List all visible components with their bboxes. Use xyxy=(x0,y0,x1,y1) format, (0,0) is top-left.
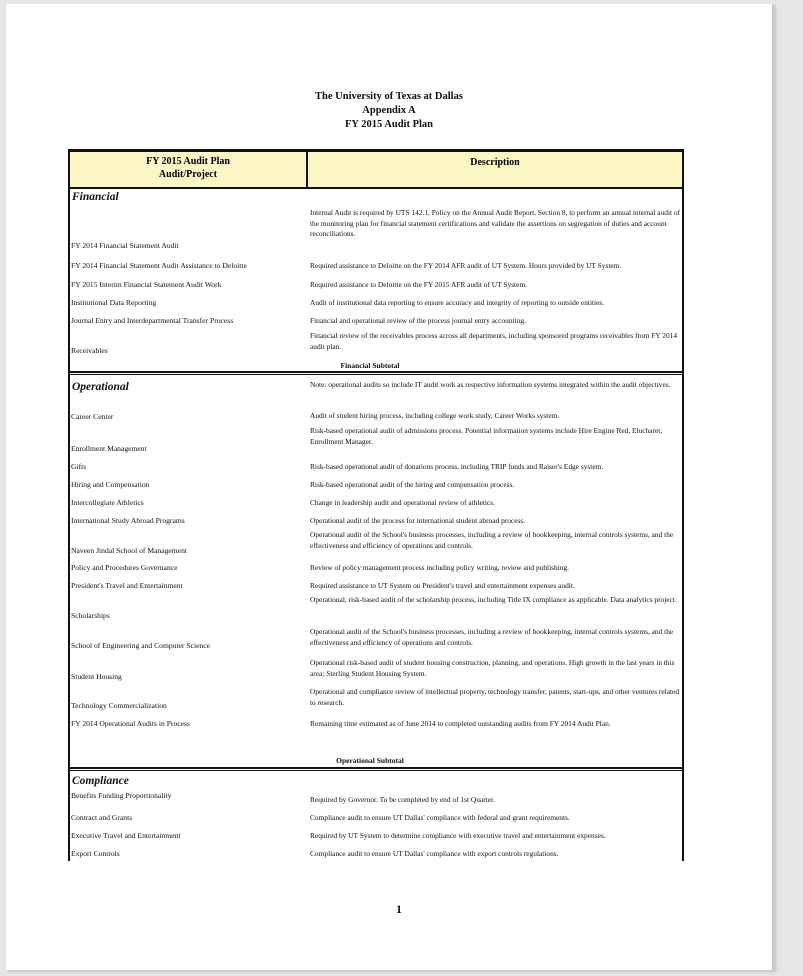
table-row-project: Hiring and Compensation xyxy=(71,480,150,489)
table-row-project: Receivables xyxy=(71,346,108,355)
document-page xyxy=(6,4,774,970)
table-row-project: FY 2014 Financial Statement Audit Assistance to Deloitte xyxy=(71,261,247,270)
table-row-description: Operational audit of the School's business processes, including a review of bookkeeping, internal controls systems, and the effectiveness and efficiency of operations and controls. xyxy=(310,530,674,550)
table-row-project: FY 2014 Operational Audits in Process xyxy=(71,719,190,728)
table-row-project: Gifts xyxy=(71,462,87,471)
table-row-description: Review of policy management process including policy writing, review and publishing. xyxy=(310,563,570,572)
table-row-project: President's Travel and Entertainment xyxy=(71,581,183,590)
table-row-description: Required by Governor. To be completed by end of 1st Quarter. xyxy=(310,795,495,804)
table-row-description: Required assistance to Deloitte on the FY 2014 AFR audit of UT System. Hours provided by UT System. xyxy=(310,261,622,270)
table-row-description: Internal Audit is required by UTS 142.1, Policy on the Annual Audit Report, Section 8, to perform an annual internal audit of the monitoring plan for financial statement certifications and validate the assertions on segregation of duties and account reconciliations. xyxy=(310,208,681,238)
document-header xyxy=(6,90,772,132)
table-row-project: Export Controls xyxy=(71,849,120,858)
table-row-description: Required assistance to UT System on President's travel and entertainment expenses audit. xyxy=(310,581,575,590)
table-row-description: Operational, risk-based audit of the scholarship process, including Title IX compliance as applicable. Data analytics project. xyxy=(310,595,677,604)
header-institution: The University of Texas at Dallas xyxy=(315,91,463,102)
table-row-project: Benefits Funding Proportionality xyxy=(71,791,172,800)
table-row-description: Financial and operational review of the process journal entry accounting. xyxy=(310,316,526,325)
table-row-description: Required by UT System to determine compliance with executive travel and entertainment expenses. xyxy=(310,831,606,840)
table-row-project: Intercollegiate Athletics xyxy=(71,498,144,507)
table-row-project: Contract and Grants xyxy=(71,813,133,822)
table-row-project: Journal Entry and Interdepartmental Transfer Process xyxy=(71,316,234,325)
table-row-project: Executive Travel and Entertainment xyxy=(71,831,181,840)
table-row-project: Technology Commercialization xyxy=(71,701,167,710)
table-row-description: Risk-based operational audit of the hiring and compensation process. xyxy=(310,480,515,489)
table-row-description: Risk-based operational audit of donations process, including TRIP funds and Raiser's Edge system. xyxy=(310,462,604,471)
header-appendix: Appendix A xyxy=(362,105,416,116)
table-row-description: Operational risk-based audit of student housing construction, planning, and operations. High growth in the last years in this area; Sterling Student Housing System. xyxy=(310,658,675,678)
table-row-project: Student Housing xyxy=(71,672,122,681)
table-row-description: Compliance audit to ensure UT Dallas' compliance with federal and grant requirements. xyxy=(310,813,570,822)
column-header-plan-label: FY 2015 Audit Plan xyxy=(146,156,230,167)
table-row-project: Scholarships xyxy=(71,611,110,620)
column-header-project-label: Audit/Project xyxy=(158,169,218,180)
table-body xyxy=(70,189,682,861)
table-row-project: Naveen Jindal School of Management xyxy=(71,546,187,555)
table-row-project: Enrollment Management xyxy=(71,444,147,453)
section-heading-financial: Financial xyxy=(72,191,119,203)
table-row-project: School of Engineering and Computer Science xyxy=(71,641,210,650)
table-row-description: Financial review of the receivables process across all departments, including sponsored programs receivables from FY 2014 audit plan. xyxy=(310,331,678,351)
table-row-description: Risk-based operational audit of admissions process. Potential information systems include Hire Engine Red, Elucharet, Enrollment Manager. xyxy=(310,426,663,446)
table-row-project: Institutional Data Reporting xyxy=(71,298,157,307)
page-number: 1 xyxy=(396,902,402,916)
operational-subtotal-label: Operational Subtotal xyxy=(336,756,404,765)
financial-subtotal-label: Financial Subtotal xyxy=(340,361,400,370)
table-row-project: International Study Abroad Programs xyxy=(71,516,185,525)
header-plan-title: FY 2015 Audit Plan xyxy=(345,119,433,130)
table-header-row xyxy=(70,149,682,189)
column-header-audit-project xyxy=(70,152,308,187)
table-row-project: Policy and Procedures Governance xyxy=(71,563,178,572)
table-row-description: Compliance audit to ensure UT Dallas' compliance with export controls regulations. xyxy=(310,849,559,858)
table-row-description: Operational audit of the process for international student abroad process. xyxy=(310,516,526,525)
column-header-description: Description xyxy=(470,157,520,168)
table-row-project: FY 2015 Interim Financial Statement Audit Work xyxy=(71,280,222,289)
table-row-description: Remaining time estimated as of June 2014 to completed outstanding audits from FY 2014 Audit Plan. xyxy=(310,719,611,728)
audit-plan-table xyxy=(68,149,684,861)
section-divider xyxy=(70,767,682,771)
table-row-description: Audit of institutional data reporting to ensure accuracy and integrity of reporting to outside entities. xyxy=(310,298,605,307)
section-heading-operational: Operational xyxy=(72,381,129,393)
table-row-project: FY 2014 Financial Statement Audit xyxy=(71,241,179,250)
table-row-description: Operational audit of the School's business processes, including a review of bookkeeping, internal controls systems, and the effectiveness and efficiency of operations and controls. xyxy=(310,627,674,647)
table-row-description: Note: operational audits so include IT audit work as respective information systems integrated within the audit objectives. xyxy=(310,380,671,389)
table-row-project: Career Center xyxy=(71,412,114,421)
table-row-description: Change in leadership audit and operational review of athletics. xyxy=(310,498,495,507)
section-divider xyxy=(70,371,682,375)
table-row-description: Required assistance to Deloitte on the FY 2015 AFR audit of UT System. xyxy=(310,280,527,289)
table-row-description: Operational and compliance review of intellectual property, technology transfer, patents, start-ups, and other ventures related to research. xyxy=(310,687,680,707)
section-heading-compliance: Compliance xyxy=(72,775,129,787)
table-row-description: Audit of student hiring process, including college work study, Career Works system. xyxy=(310,411,560,420)
